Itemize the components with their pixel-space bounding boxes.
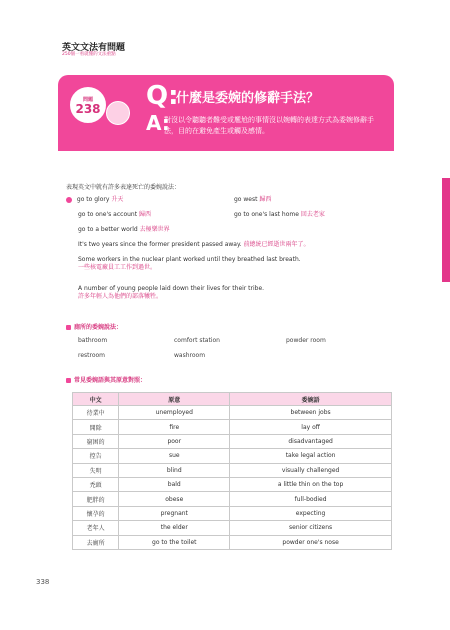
table-row [73,463,392,477]
example-en: go to one's account [78,211,138,218]
a-letter: A: [146,111,170,135]
book-title: 英文文法有問題 [62,43,126,53]
example-row [78,285,264,301]
example-zh: 一些核電廠員工工作到過世。 [78,264,157,271]
table-cell: lay off [230,420,392,434]
table-row [73,449,392,463]
table-row [73,477,392,491]
table-cell: senior citizens [230,521,392,535]
table-cell: take legal action [230,449,392,463]
q-letter: Q: [146,81,179,111]
example-row [234,211,325,219]
table-cell: bald [119,477,230,491]
table-row [73,434,392,448]
table-cell: 待業中 [73,406,119,420]
table-cell: 禿頭 [73,477,119,491]
table-cell: sue [119,449,230,463]
example-zh: 去極樂世界 [139,226,170,233]
book-subtitle: 250個一看就懂的文法重點 [62,52,116,57]
example-row [78,211,151,219]
section-bullet-icon [66,378,71,383]
euphemism-table [72,392,392,550]
example-zh: 歸西 [139,211,152,218]
example-row [234,196,271,204]
example-en: A number of young people laid down their lives for their tribe. [78,285,265,292]
example-en: go to a better world [78,226,138,233]
column-header: 中文 [73,393,119,406]
example-zh: 前總統已經逝世兩年了。 [243,241,310,248]
table-header-row [73,393,392,406]
table-cell: 懷孕的 [73,506,119,520]
example-zh: 許多年輕人為他們的部落犧牲。 [78,293,163,300]
example-en: Some workers in the nuclear plant worked until they breathed last breath. [78,256,301,263]
table-cell: blind [119,463,230,477]
column-header: 委婉語 [230,393,392,406]
example-row [78,226,170,234]
question-number: 238 [75,101,101,116]
chapter-tab [442,178,450,282]
question-badge [68,85,108,125]
intro-text: 表現英文中就有許多表達死亡的委婉說法： [66,184,181,191]
example-en: It's two years since the former president passed away. [78,241,242,248]
table-row [73,506,392,520]
word-item: comfort station [174,337,220,344]
example-en: go west [234,196,258,203]
table-cell: pregnant [119,506,230,520]
table-cell: full-bodied [230,492,392,506]
table-cell: poor [119,434,230,448]
mascot-icon [106,101,130,125]
table-cell: powder one's nose [230,535,392,549]
section-title-euphemism [66,375,146,384]
word-item: washroom [174,352,206,359]
table-cell: 老年人 [73,521,119,535]
word-item: bathroom [78,337,108,344]
example-row [78,241,310,249]
bullet-icon [66,197,72,203]
table-cell: fire [119,420,230,434]
answer-text: 對沒以令聽聽者難受或尷尬的事情沒以婉轉的表達方式為委婉修辭手法，目的在避免產生或觸及感情。 [164,116,374,135]
section-bullet-icon [66,325,71,330]
table-row [73,492,392,506]
page-number: 338 [36,578,50,586]
table-cell: obese [119,492,230,506]
example-row [78,256,301,272]
column-header: 原意 [119,393,230,406]
table-row [73,406,392,420]
table-cell: between jobs [230,406,392,420]
section-title-text: 廁所的委婉說法： [74,324,123,331]
table-cell: visually challenged [230,463,392,477]
table-cell: 開除 [73,420,119,434]
table-row [73,521,392,535]
example-en: go to glory [76,196,110,203]
question-banner [58,75,394,151]
section-title-restroom [66,322,122,331]
table-cell: 肥胖的 [73,492,119,506]
table-row [73,535,392,549]
table-cell: 窮困的 [73,434,119,448]
section-title-text: 常見委婉語與其原意對照： [74,377,147,384]
table-cell: disadvantaged [230,434,392,448]
table-row [73,420,392,434]
table-cell: 控告 [73,449,119,463]
question-badge-label: 問題 [82,96,93,103]
example-zh: 歸西 [259,196,272,203]
table-cell: unemployed [119,406,230,420]
table-cell: go to the toilet [119,535,230,549]
example-row [66,196,123,204]
word-item: restroom [78,352,106,359]
table-cell: 去廁所 [73,535,119,549]
table-cell: a little thin on the top [230,477,392,491]
table-cell: expecting [230,506,392,520]
table-cell: 失明 [73,463,119,477]
example-en: go to one's last home [234,211,299,218]
example-zh: 升天 [111,196,124,203]
word-item: powder room [286,337,326,344]
table-cell: the elder [119,521,230,535]
example-zh: 回去老家 [300,211,325,218]
question-text: 什麼是委婉的修辭手法？ [176,91,320,106]
